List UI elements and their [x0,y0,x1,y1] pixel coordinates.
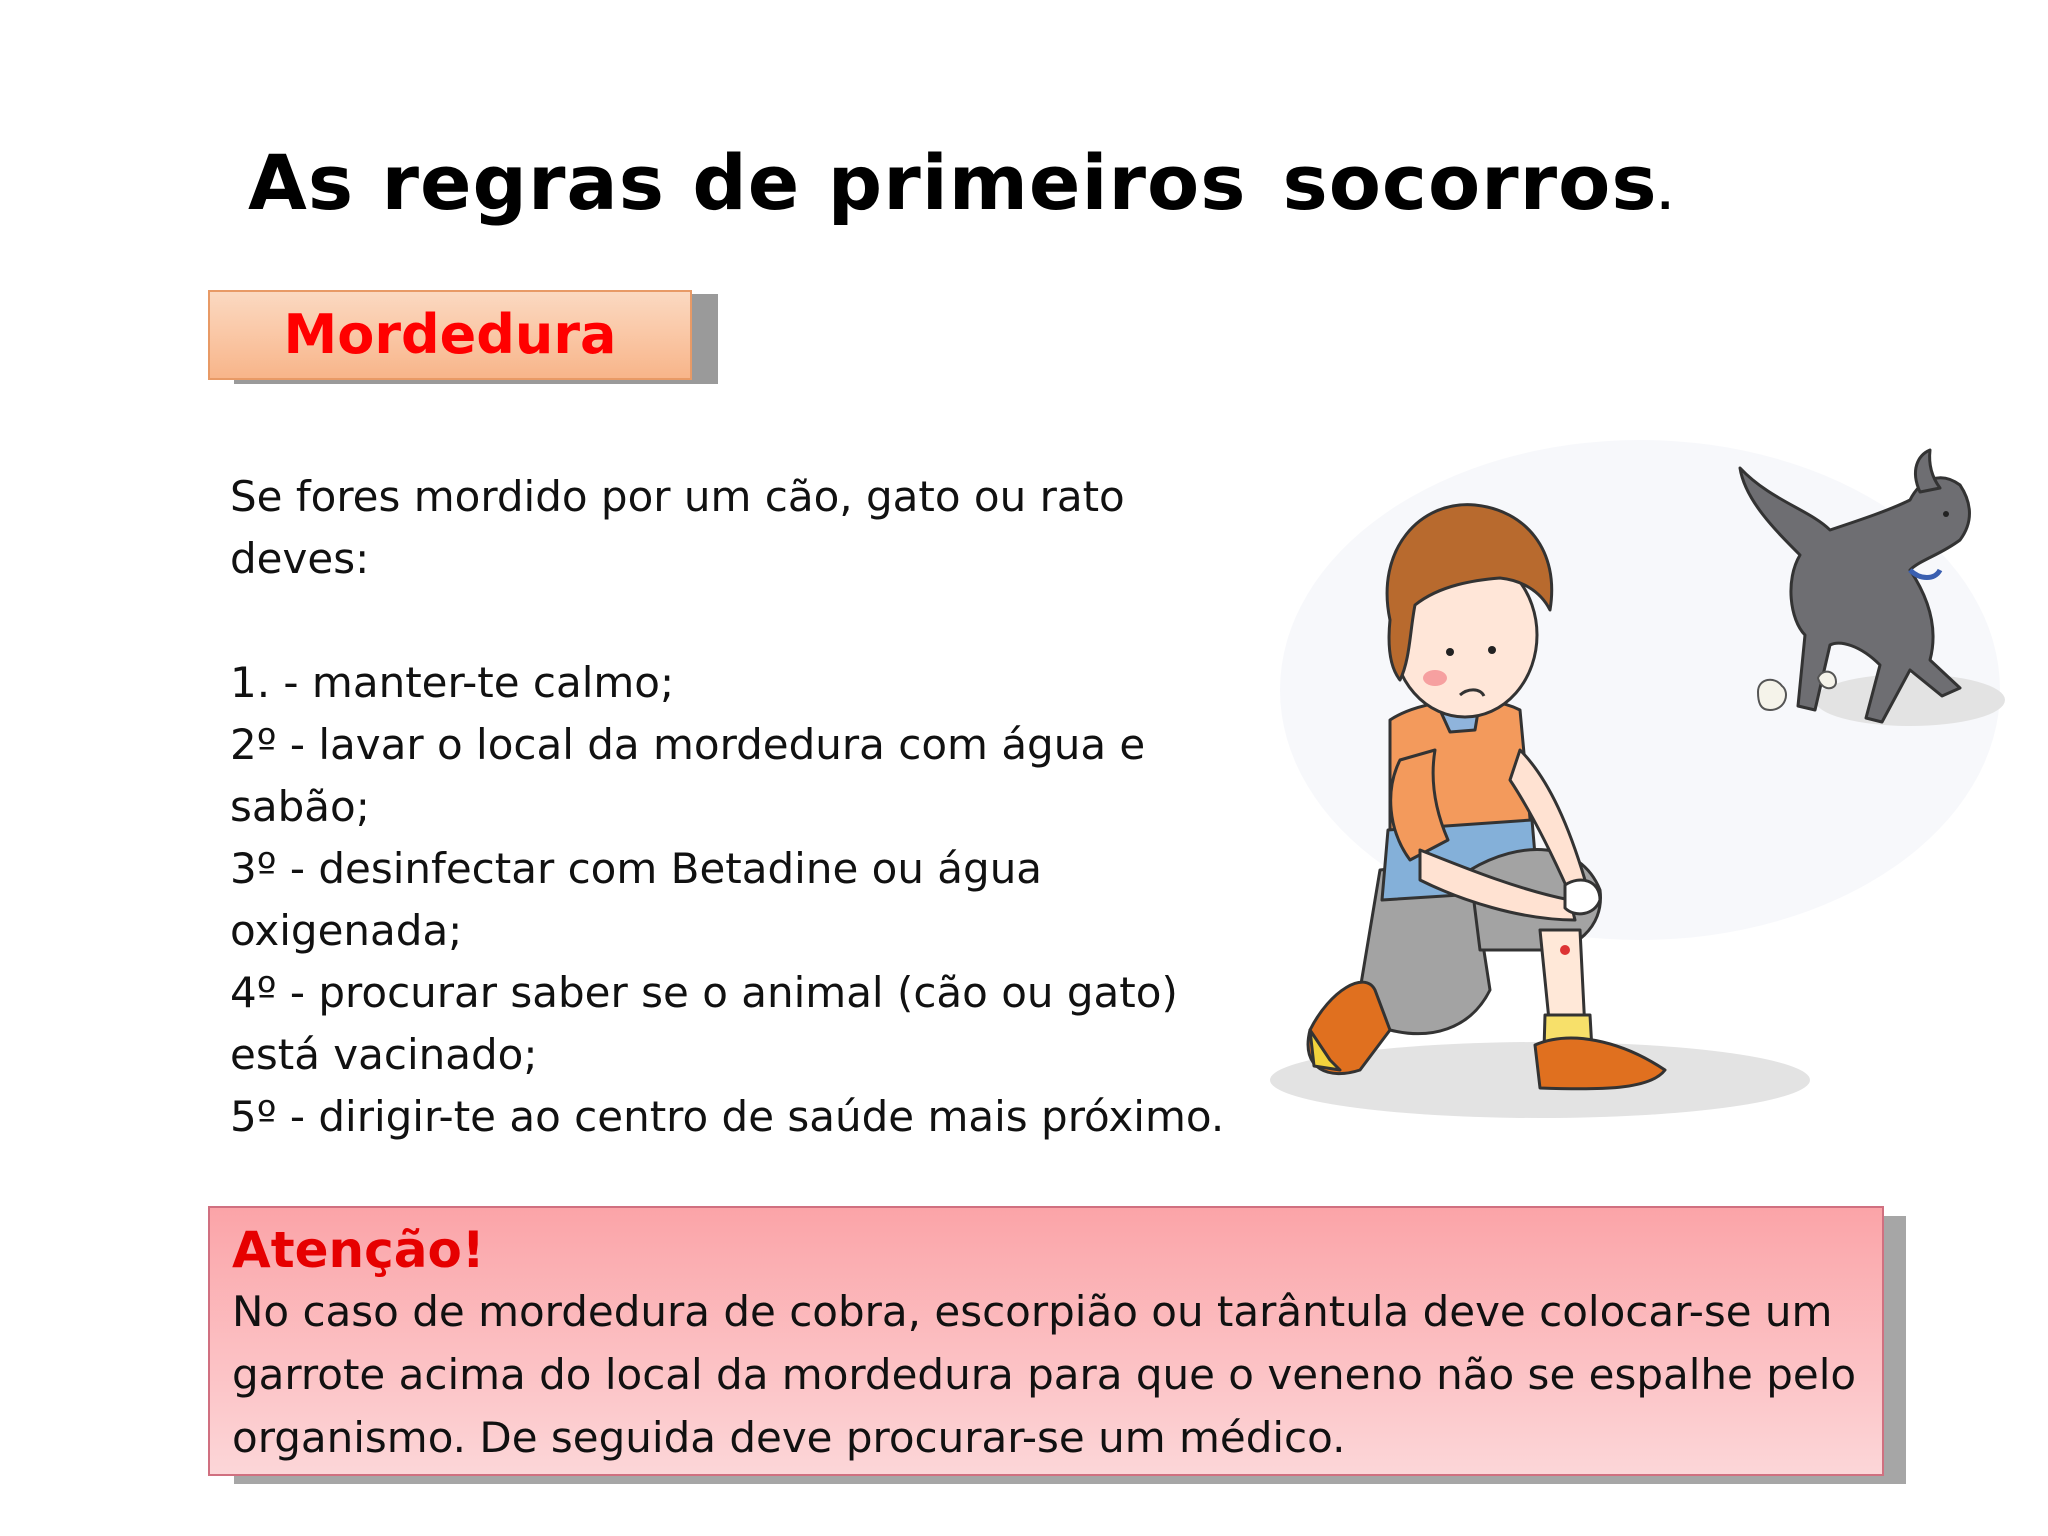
step-1: 1. - manter-te calmo; [230,658,675,707]
title-period: . [1657,173,1674,219]
title-last-word: socorros [1282,138,1658,227]
instructions [230,466,1250,1148]
boy-dog-illustration [1270,430,2010,1150]
section-tab [208,290,692,380]
section-label: Mordedura [283,303,617,366]
warning-text: No caso de mordedura de cobra, escorpião ou tarântula deve colocar-se um garrote acima do local da mordedura para que o veneno não se espalhe pelo organismo. De seguida deve procurar-se um médico. [232,1287,1857,1462]
dog-shadow [1815,674,2005,726]
stone [1758,680,1786,710]
title-main: As regras de primeiros [248,138,1247,227]
step-3: 3º - desinfectar com Betadine ou água oxigenada; [230,844,1043,955]
step-2: 2º - lavar o local da mordedura com água e sabão; [230,720,1146,831]
step-4: 4º - procurar saber se o animal (cão ou gato) está vacinado; [230,968,1178,1079]
step-5: 5º - dirigir-te ao centro de saúde mais próximo. [230,1092,1225,1141]
intro-text: Se fores mordido por um cão, gato ou rato deves: [230,472,1125,583]
slide-title [248,138,1674,227]
warning-box [208,1206,1884,1476]
warning-title: Atenção! [232,1221,485,1279]
